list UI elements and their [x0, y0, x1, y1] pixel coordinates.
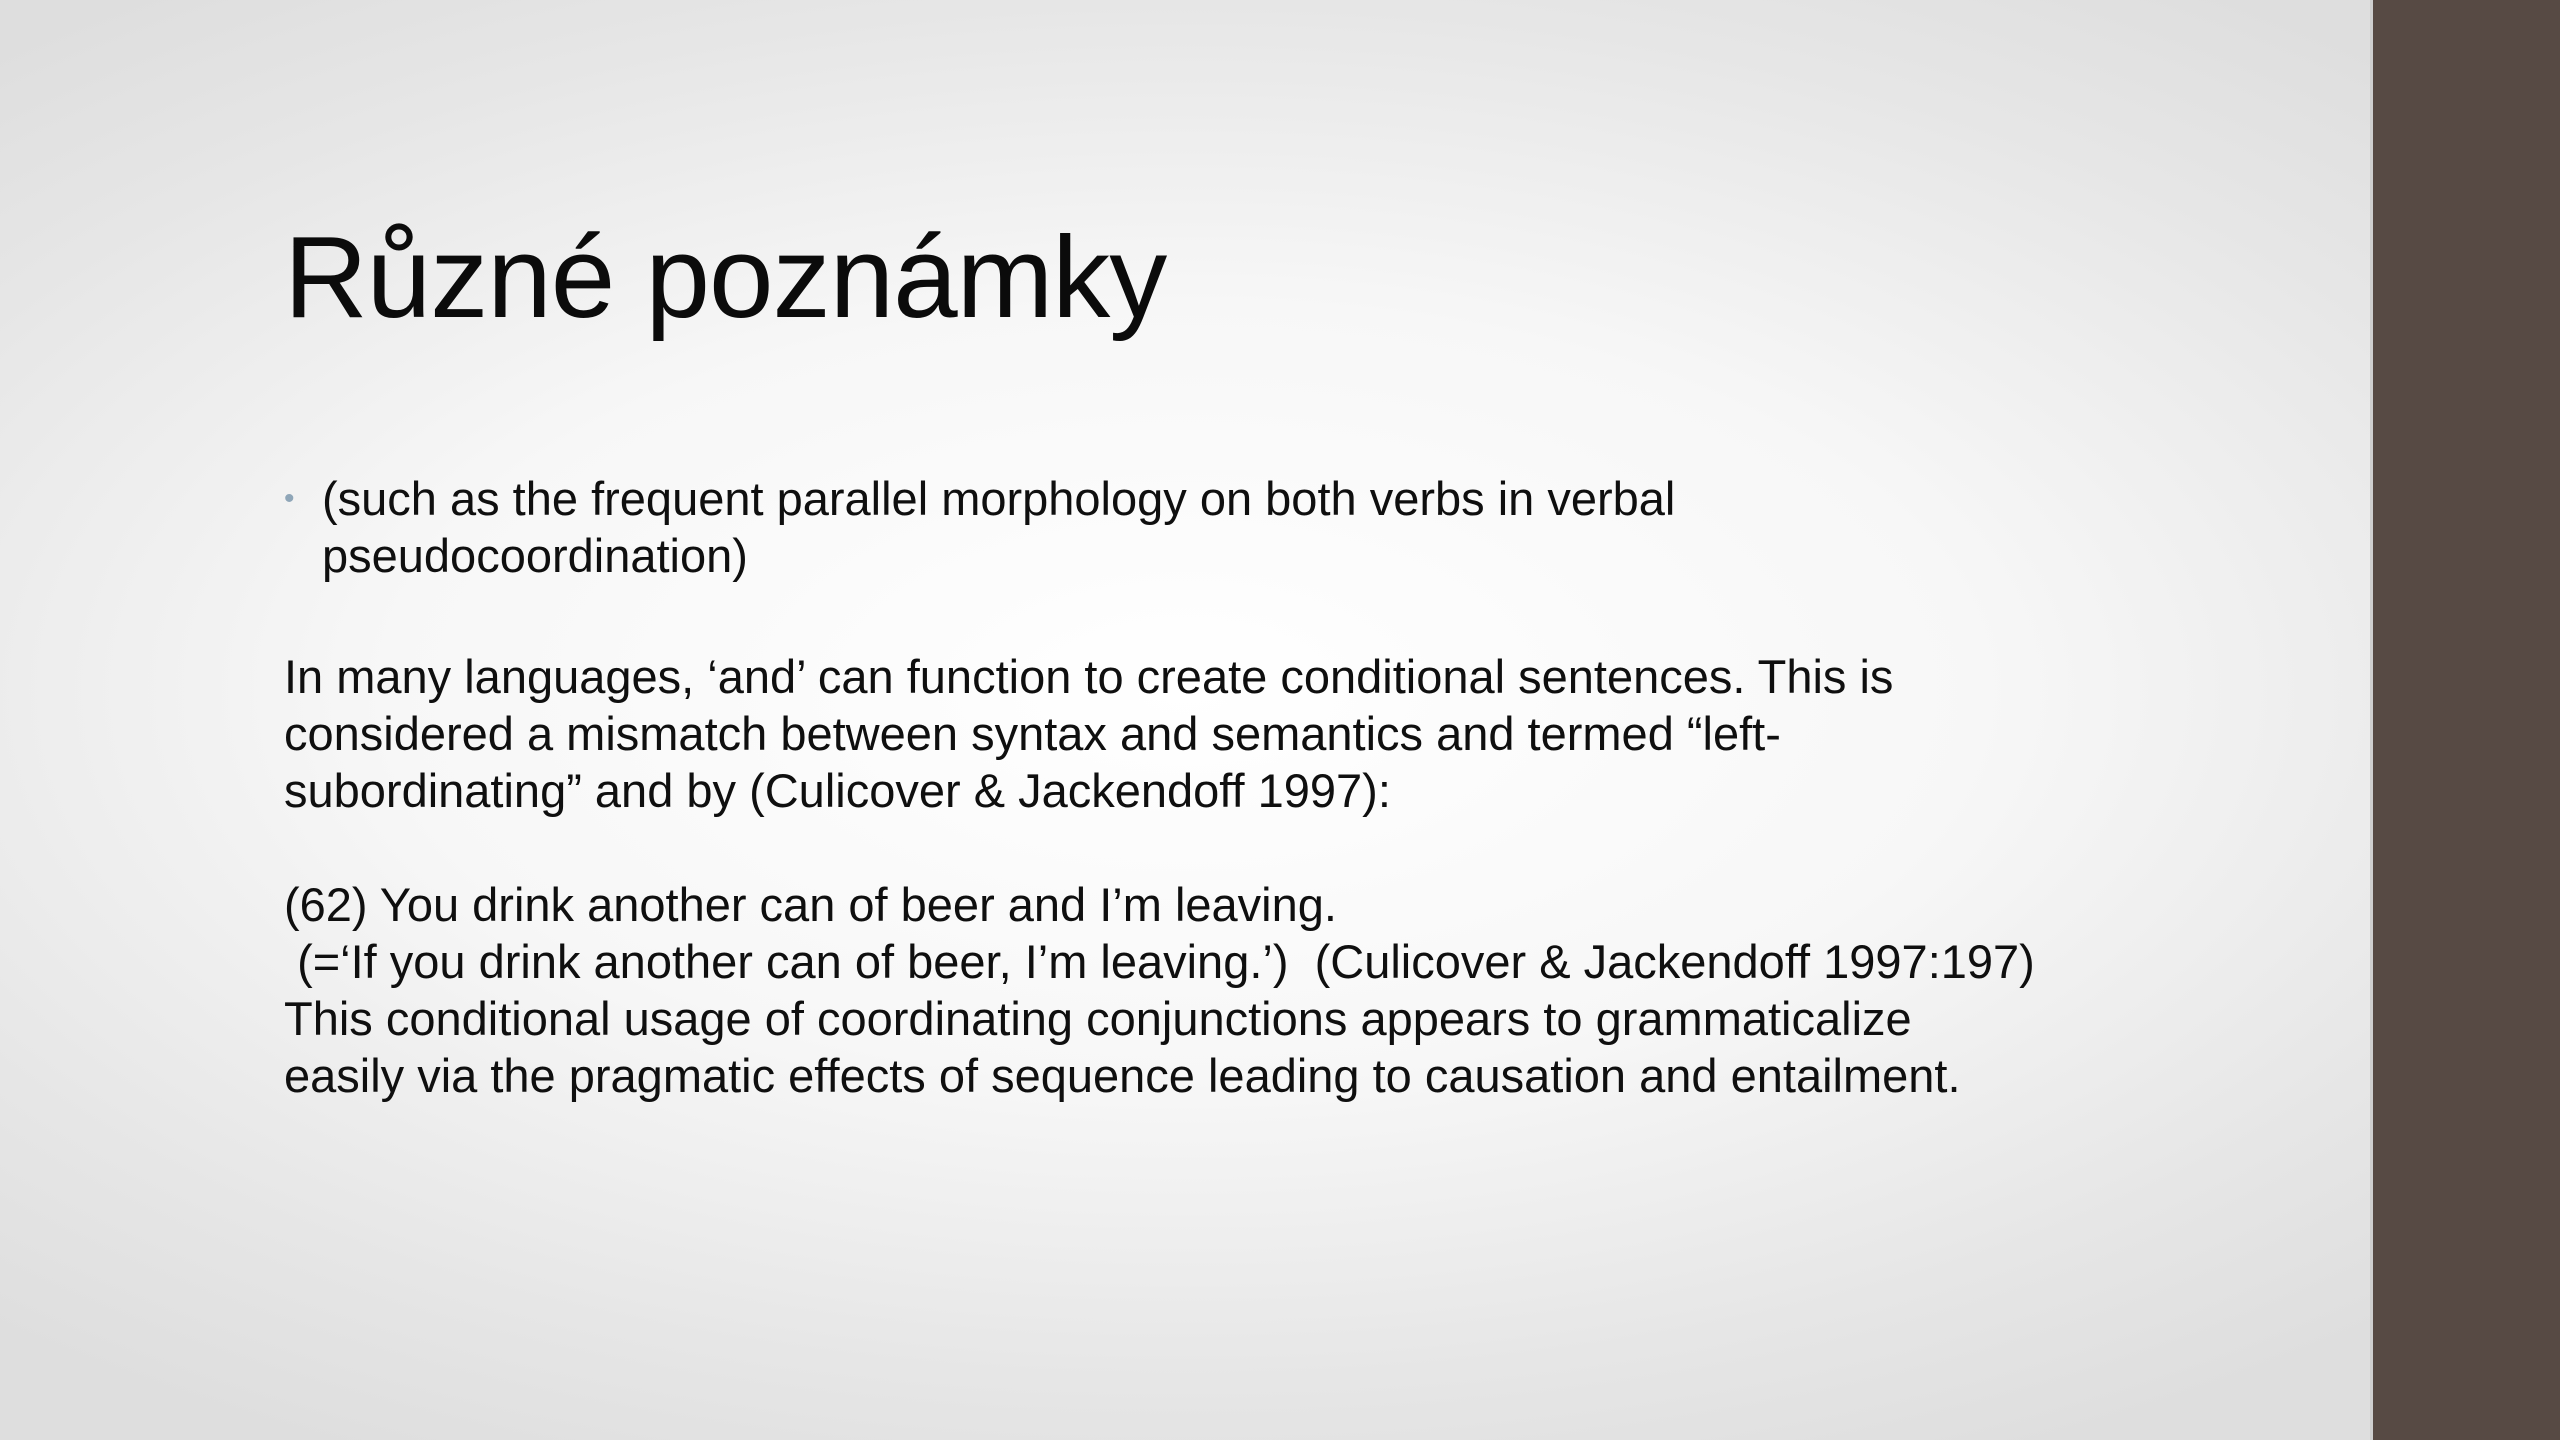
bullet-dot-icon: •: [284, 482, 295, 515]
side-band-decoration: [2370, 0, 2560, 1440]
bullet-item: [284, 470, 2044, 584]
slide-body: [284, 470, 2044, 1104]
paragraph-conclusion: This conditional usage of coordinating conjunctions appears to grammaticalize easily via the pragmatic effects of sequence leading to causation and entailment.: [284, 992, 1961, 1102]
slide-title: Různé poznámky: [284, 212, 1167, 342]
paragraph-intro: In many languages, ‘and’ can function to create conditional sentences. This is considered a mismatch between syntax and semantics and termed “left-subordinating” and by (Culicover & Jackendoff 1997):: [284, 650, 1894, 817]
example-sentence: (62) You drink another can of beer and I’m leaving.: [284, 878, 1337, 931]
bullet-text: (such as the frequent parallel morphology on both verbs in verbal pseudocoordination): [322, 472, 1676, 582]
example-gloss: (=‘If you drink another can of beer, I’m leaving.’) (Culicover & Jackendoff 1997:197): [284, 935, 2035, 988]
